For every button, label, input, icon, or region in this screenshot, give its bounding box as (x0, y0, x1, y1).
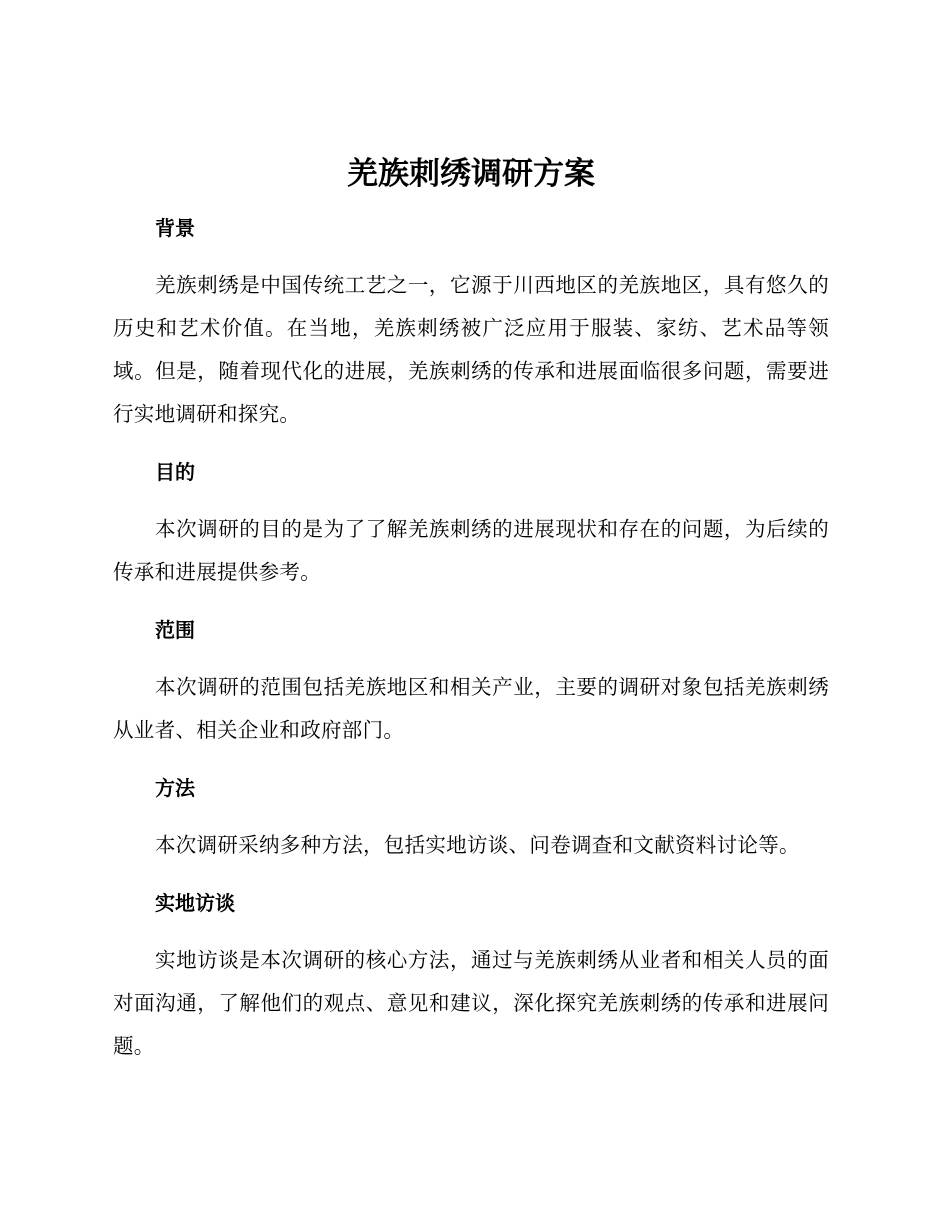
section-heading-scope: 范围 (155, 618, 195, 642)
section-heading-background: 背景 (155, 216, 195, 240)
section-heading-purpose: 目的 (155, 460, 195, 484)
document-title: 羌族刺绣调研方案 (347, 156, 595, 192)
section-heading-field-interview: 实地访谈 (155, 891, 235, 915)
section-body-background: 羌族刺绣是中国传统工艺之一，它源于川西地区的羌族地区，具有悠久的历史和艺术价值。在当地，羌族刺绣被广泛应用于服装、家纺、艺术品等领域。但是，随着现代化的进展，羌族刺绣的传承和进展面临很多问题，需要进行实地调研和探究。 (113, 273, 829, 426)
section-body-method: 本次调研采纳多种方法，包括实地访谈、问卷调查和文献资料讨论等。 (155, 833, 800, 857)
document-content (113, 146, 829, 1088)
section-body-scope: 本次调研的范围包括羌族地区和相关产业，主要的调研对象包括羌族刺绣从业者、相关企业和政府部门。 (113, 675, 829, 742)
section-body-field-interview: 实地访谈是本次调研的核心方法，通过与羌族刺绣从业者和相关人员的面对面沟通，了解他们的观点、意见和建议，深化探究羌族刺绣的传承和进展问题。 (113, 948, 829, 1058)
section-heading-method: 方法 (155, 776, 195, 800)
section-body-purpose: 本次调研的目的是为了了解羌族刺绣的进展现状和存在的问题，为后续的传承和进展提供参考。 (113, 517, 829, 584)
